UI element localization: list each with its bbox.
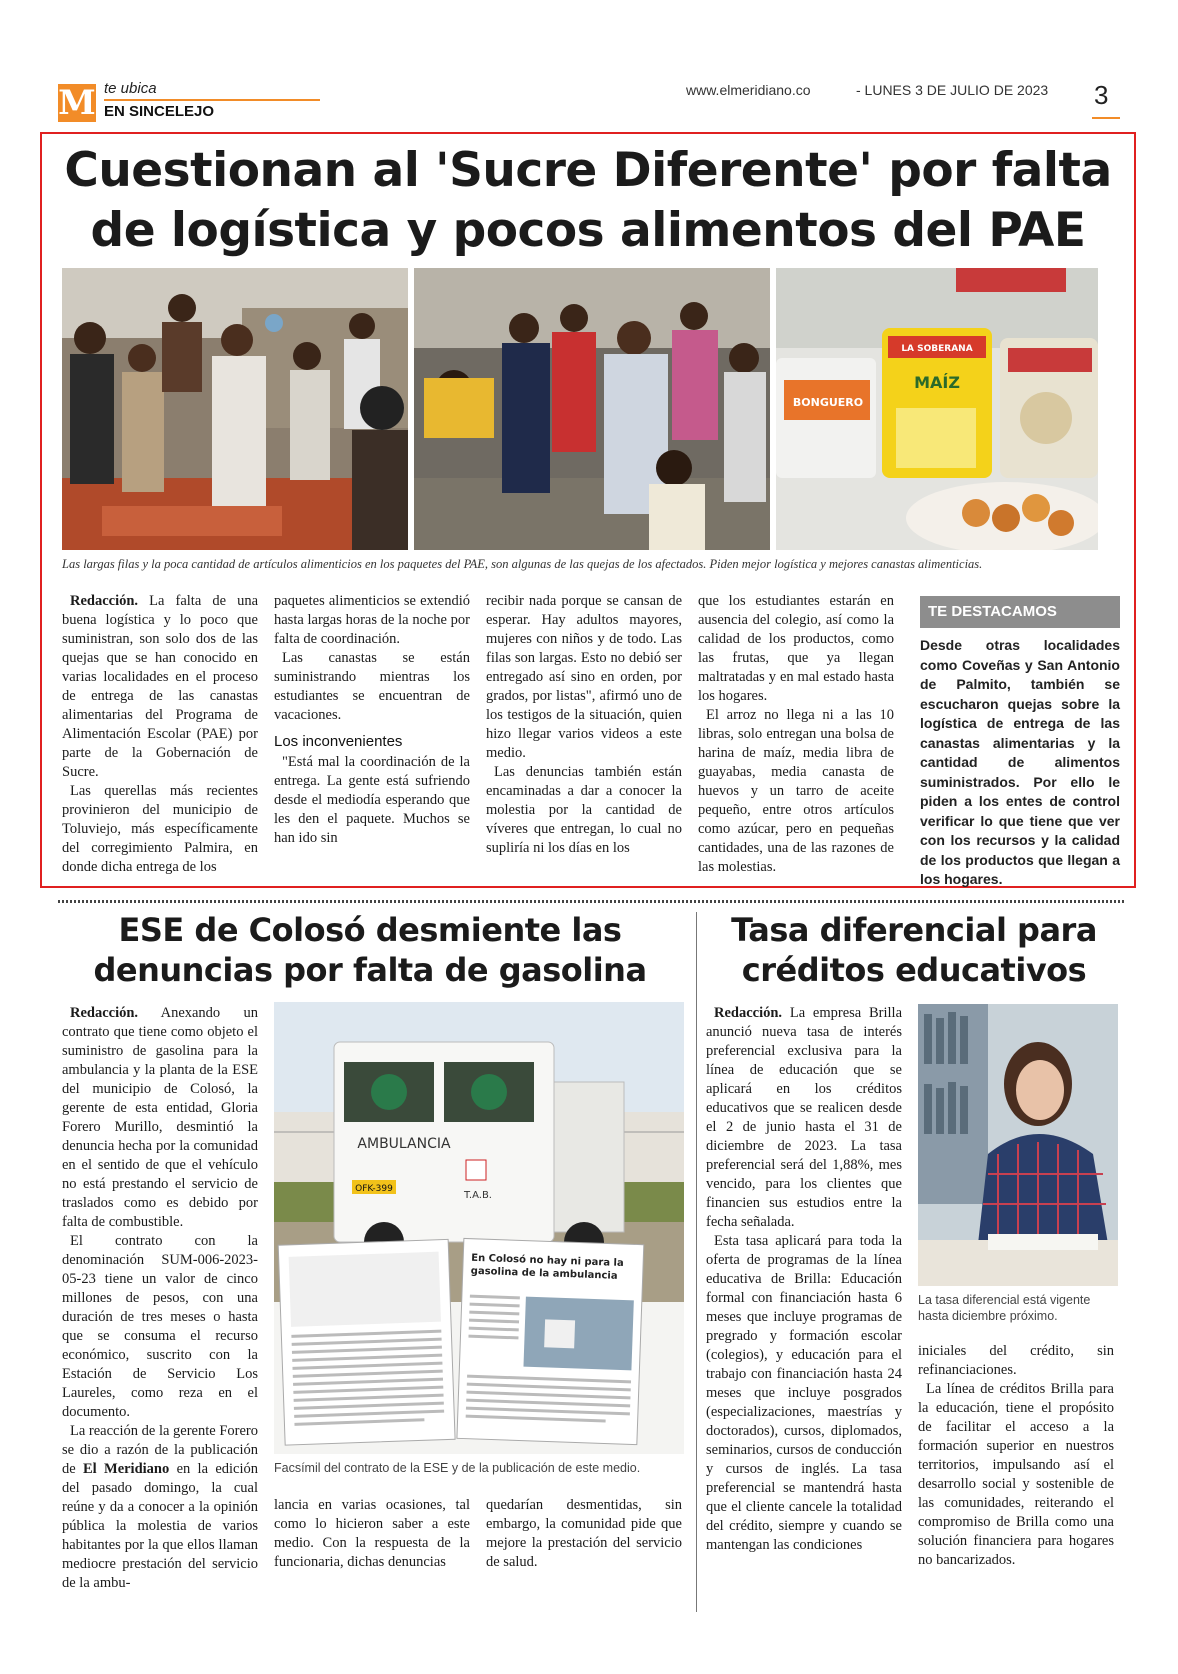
ambulance-tab: T.A.B. <box>464 1190 492 1201</box>
main-col2-p2: Las canastas se están suministrando mientras los estudiantes se encuentran de vacaciones. <box>274 650 470 723</box>
ese-col1-p2: El contrato con la denominación SUM-006-2023-05-23 tiene un valor de cinco millones de pesos, con una duración de tres meses o hasta que se consuma el recurso económico, suscrito con la Estación de Servicio Los Laureles, como reza en el documento. <box>62 1233 258 1420</box>
main-col3-p1: recibir nada porque se cansan de esperar. Hay adultos mayores, mujeres con niños y de todo. Las filas son largas. Esto no debió ser entregado así sino en orden, por grados, por listas", afirmó uno de los testigos de la situación, quien hizo llegar varios videos a este medio. <box>486 593 682 761</box>
main-story-column-1 <box>62 592 258 877</box>
ese-column-2 <box>274 1496 470 1572</box>
column-divider <box>696 912 697 1612</box>
tasa-headline-line-1: Tasa diferencial para <box>731 911 1097 949</box>
tasa-col2-p1: iniciales del crédito, sin refinanciaciones. <box>918 1343 1114 1378</box>
main-col4-p2: El arroz no llega ni a las 10 libras, solo entregan una bolsa de harina de maíz, media libra de guayabas, media canasta de huevos y un tarro de aceite pequeño, entre otros artículos como azúcar, pero en pequeñas cantidades, una de las razones de las molestias. <box>698 707 894 875</box>
page-number: 3 <box>1094 80 1109 110</box>
tasa-column-1 <box>706 1004 902 1555</box>
te-destacamos-text: Desde otras localidades como Coveñas y San Antonio de Palmito, también se escucharon quejas sobre la logística de entrega de las canastas alimentarias y la cantidad de alimentos suministrados. Por ello le piden a los entes de control verificar lo que tiene que ver con los recursos y la calidad de los productos que llegan a los hogares. <box>920 637 1120 887</box>
tasa-col1-p1: La empresa Brilla anunció nueva tasa de interés preferencial exclusiva para la línea de educación que se aplicará en los créditos educativos que se realicen desde el 2 de junio hasta el 31 de diciembre de 2023. La tasa preferencial será del 1,88%, mes vencido, para los clientes que financien sus estudios entre la fecha señalada. <box>706 1005 903 1230</box>
ese-column-3 <box>486 1496 682 1572</box>
tasa-column-2 <box>918 1342 1114 1570</box>
photo-food-items <box>776 268 1098 550</box>
main-photo-caption: Las largas filas y la poca cantidad de artículos alimenticios en los paquetes del PAE, son algunas de las quejas de los afectados. Piden mejor logística y mejores canastas alimenticias. <box>62 557 983 571</box>
photo-crowd-center <box>414 268 770 550</box>
ese-column-1 <box>62 1004 258 1593</box>
package-label-3: MAÍZ <box>914 373 960 392</box>
te-ubica-label: te ubica <box>104 80 157 97</box>
website-link[interactable]: www.elmeridiano.co <box>686 82 811 98</box>
main-col4-p1: que los estudiantes estarán en ausencia del colegio, así como la calidad de los productos, como las frutas, que ya llegan maltratadas y en mal estado hasta los hogares. <box>698 593 894 704</box>
main-col1-p2: Las querellas más recientes provinieron del municipio de Toluviejo, más específicamente del corregimiento Palmira, en donde dicha entrega de los <box>62 783 258 875</box>
main-col3-p2: Las denuncias también están encaminadas a dar a conocer la molestia por la cantidad de víveres que entregan, lo cual no supliría ni los días en los <box>486 764 682 856</box>
tasa-col2-p2: La línea de créditos Brilla para la educación, tiene el propósito de facilitar el acceso a la formación superior en nuestros territorios, impulsando así el desarrollo social y sostenible de las comunidades, reiterando el compromiso de Brilla como una solución financiera para hogares no bancarizados. <box>918 1381 1114 1568</box>
page-number-rule <box>1092 117 1120 119</box>
section-divider <box>58 900 1124 903</box>
ese-col1-p1: Anexando un contrato que tiene como objeto el suministro de gasolina para la ambulancia y la planta de la ESE del municipio de Colosó, la gerente de esta entidad, Gloria Forero Murillo, desmintió la denuncia hecha por la comunidad en el sentido de que el vehículo no está prestando el servicio de traslados como es debido por falta de combustible. <box>62 1005 259 1230</box>
ese-photo-caption: Facsímil del contrato de la ESE y de la publicación de este medio. <box>274 1461 641 1475</box>
issue-date: - LUNES 3 DE JULIO DE 2023 <box>856 82 1049 98</box>
main-subhead: Los inconvenientes <box>274 733 403 750</box>
ese-headline-line-2: denuncias por falta de gasolina <box>93 951 647 989</box>
main-headline-line-1: Cuestionan al 'Sucre Diferente' por falta <box>64 143 1112 198</box>
ese-col3-p1: quedarían desmentidas, sin embargo, la comunidad pide que mejore la prestación del servicio de salud. <box>486 1497 682 1570</box>
main-headline-line-2: de logística y pocos alimentos del PAE <box>90 203 1086 258</box>
tasa-col1-p2: Esta tasa aplicará para toda la oferta de programas de la línea educativa de Brilla: Educación formal con financiación hasta 6 meses que incluye programas de pregrado y formación escolar (colegios), y educación para el trabajo con financiación hasta 24 meses que incluye posgrados (especializaciones, maestrías y doctorados), cursos, diplomados, seminarios, cursos de conducción y cursos de inglés. La tasa preferencial se mantendrá hasta que el cliente cancele la totalidad del crédito, siempre y cuando se mantengan las condiciones <box>706 1233 902 1553</box>
main-story-column-3 <box>486 592 682 858</box>
main-byline: Redacción. <box>70 593 139 609</box>
ese-byline: Redacción. <box>70 1005 139 1021</box>
el-meridiano-mention: El Meridiano <box>83 1461 170 1477</box>
main-story-column-2 <box>274 592 470 848</box>
header-orange-rule <box>104 99 320 101</box>
package-label-2: LA SOBERANA <box>901 344 973 354</box>
main-col2-p3: "Está mal la coordinación de la entrega. La gente está sufriendo desde el mediodía esperando que les den el paquete. Muchos se han ido sin <box>274 754 470 846</box>
main-col2-p1: paquetes alimenticios se extendió hasta largas horas de la noche por falta de coordinación. <box>274 593 470 647</box>
package-label-1: BONGUERO <box>792 396 864 409</box>
main-col1-p1: La falta de una buena logística y lo poco que suministran, son solo dos de las quejas que se han conocido en varias localidades en el proceso de entrega de las canastas alimentarias del Programa de Alimentación Escolar (PAE) por parte de la Gobernación de Sucre. <box>62 593 259 780</box>
tasa-photo-caption: La tasa diferencial está vigente hasta diciembre próximo. <box>918 1293 1091 1323</box>
ese-col1-p3: La reacción de la gerente Forero se dio a razón de la publicación de El Meridiano en la edición del pasado domingo, la cual reúne y da a conocer a la opinión pública la molestia de varios habitantes por la que ellos llaman mediocre prestación del servicio de la ambu- <box>62 1423 258 1591</box>
tasa-photo-student <box>918 1004 1118 1286</box>
ese-col2-p1: lancia en varias ocasiones, tal como lo hicieron saber a este medio. Con la respuesta de la funcionaria, dichas denuncias <box>274 1497 470 1570</box>
el-meridiano-logo: M <box>58 83 96 123</box>
photo-queue-left <box>62 268 408 550</box>
te-destacamos-header: TE DESTACAMOS <box>920 596 1120 628</box>
ese-photo-ambulance <box>274 1002 684 1454</box>
tasa-headline-line-2: créditos educativos <box>741 951 1087 989</box>
main-story-column-4 <box>698 592 894 877</box>
ambulance-label: AMBULANCIA <box>357 1136 451 1152</box>
ese-headline-line-1: ESE de Colosó desmiente las <box>118 911 622 949</box>
section-label: EN SINCELEJO <box>104 103 215 120</box>
ambulance-plate: OFK-399 <box>355 1184 393 1194</box>
tasa-byline: Redacción. <box>714 1005 783 1021</box>
clipping-headline: En Colosó no hay ni para la gasolina de la ambulancia <box>470 1252 624 1282</box>
